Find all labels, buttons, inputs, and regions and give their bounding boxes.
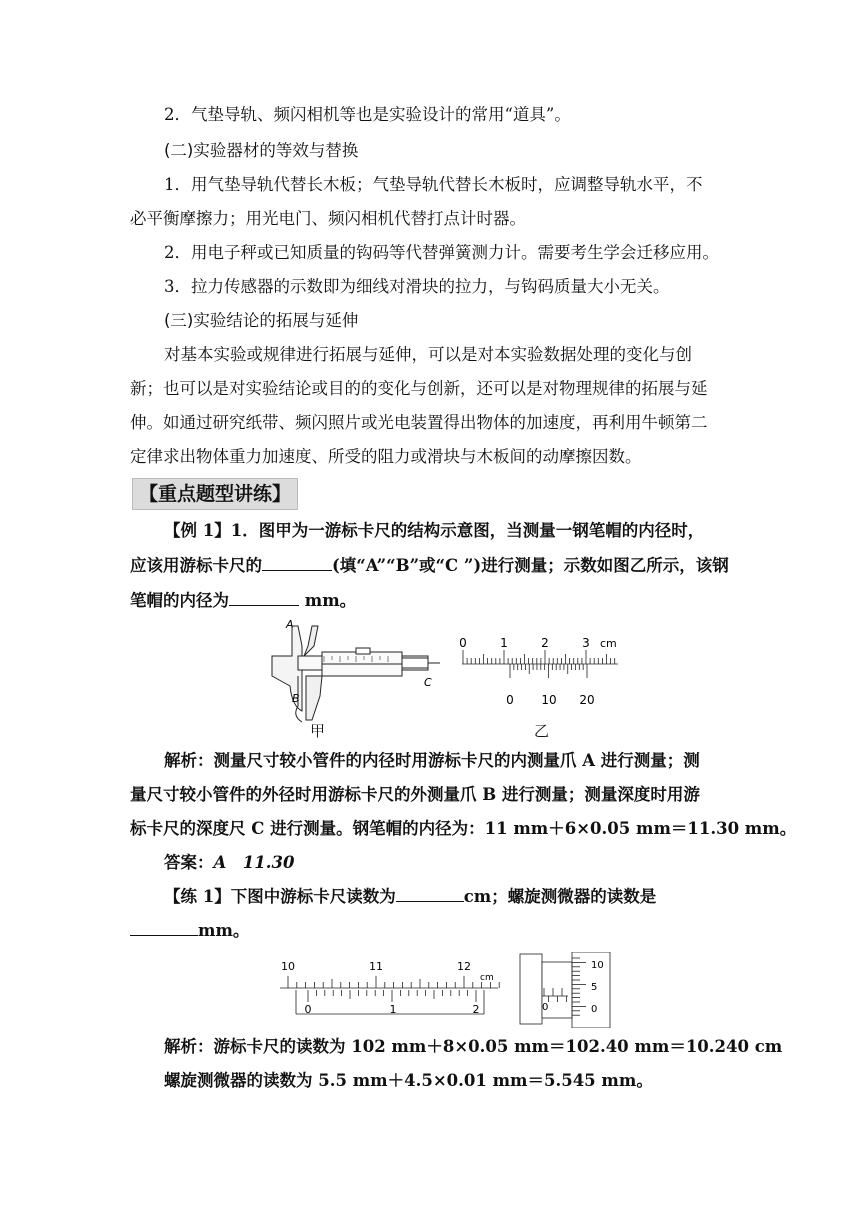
text-line: 对基本实验或规律进行拓展与延伸，可以是对本实验数据处理的变化与创: [164, 345, 692, 364]
question-text: cm；螺旋测微器的读数是: [463, 887, 657, 906]
answer-blank[interactable]: [396, 886, 464, 902]
vernier-label: 0: [304, 1003, 312, 1016]
section-heading: (三)实验结论的拓展与延伸: [164, 311, 359, 330]
text-line: 伸。如通过研究纸带、频闪照片或光电装置得出物体的加速度，再利用牛顿第二: [130, 413, 708, 432]
tick-label: 11: [369, 960, 383, 973]
answer-line: [164, 852, 730, 874]
figure-caption: 乙: [534, 722, 550, 740]
question-text: (填“A”“B”或“C ”)进行测量；示数如图乙所示，该钢: [332, 556, 729, 575]
question-text: 应该用游标卡尺的: [130, 556, 262, 575]
thimble-label: 5: [591, 982, 598, 993]
practice-question: [164, 886, 730, 908]
text-line: 定律求出物体重力加速度、所受的阻力或滑块与木板间的动摩擦因数。: [130, 447, 642, 466]
tick-label: 0: [459, 636, 467, 650]
text-line: 2．用电子秤或已知质量的钩码等代替弹簧测力计。需要考生学会迁移应用。: [164, 243, 719, 262]
solution-text: 解析：游标卡尺的读数为 102 mm＋8×0.05 mm＝102.40 mm＝10.240 cm: [164, 1037, 783, 1056]
example-question: [130, 590, 730, 612]
tick-label: 10: [281, 960, 295, 973]
solution-text: 螺旋测微器的读数为 5.5 mm＋4.5×0.01 mm＝5.545 mm。: [164, 1071, 653, 1090]
answer-blank[interactable]: [229, 590, 299, 606]
answer-blank[interactable]: [130, 920, 198, 936]
question-text: 笔帽的内径为: [130, 591, 229, 610]
answer-label: 答案：: [164, 853, 214, 872]
tick-label: 12: [457, 960, 471, 973]
vernier-label: 2: [472, 1003, 480, 1016]
solution-text: 解析：测量尺寸较小管件的内径时用游标卡尺的内测量爪 A 进行测量；测: [164, 751, 700, 770]
text-line: 必平衡摩擦力；用光电门、频闪相机代替打点计时器。: [130, 209, 526, 228]
question-text: mm。: [198, 921, 250, 940]
answer-blank[interactable]: [262, 555, 332, 571]
solution-text: 标卡尺的深度尺 C 进行测量。钢笔帽的内径为：11 mm＋6×0.05 mm＝11.30 mm。: [130, 819, 797, 838]
tick-label: 2: [541, 636, 549, 650]
vernier-reading: [459, 636, 618, 707]
tick-label: 1: [500, 636, 508, 650]
figure-2: [276, 952, 616, 1028]
solution-text: 量尺寸较小管件的外径时用游标卡尺的外测量爪 B 进行测量；测量深度时用游: [130, 785, 700, 804]
answer-value: A 11.30: [213, 853, 295, 872]
example-question: [130, 555, 730, 577]
section-heading: (二)实验器材的等效与替换: [164, 141, 359, 160]
tick-label: 3: [582, 636, 590, 650]
jaw-label-b: B: [292, 692, 300, 705]
vernier-label: 20: [579, 693, 595, 707]
unit-label: cm: [600, 637, 617, 650]
thimble-label: 10: [591, 960, 604, 971]
figure-caption: 甲: [310, 722, 326, 740]
vernier-label: 10: [541, 693, 557, 707]
vernier-label: 1: [389, 1003, 397, 1016]
text-line: 2．气垫导轨、频闪相机等也是实验设计的常用“道具”。: [164, 105, 571, 124]
vernier-label: 0: [506, 693, 514, 707]
practice-question: [130, 920, 730, 942]
caliper-diagram: [272, 626, 440, 722]
text-line: 1．用气垫导轨代替长木板；气垫导轨代替长木板时，应调整导轨水平，不: [164, 175, 703, 194]
section-badge: 【重点题型讲练】: [132, 478, 298, 510]
depth-label-c: C: [424, 676, 432, 689]
text-line: 新；也可以是对实验结论或目的的变化与创新，还可以是对物理规律的拓展与延: [130, 379, 708, 398]
unit-label: cm: [480, 973, 494, 983]
question-text: mm。: [299, 591, 357, 610]
example-question: 【例 1】1．图甲为一游标卡尺的结构示意图，当测量一钢笔帽的内径时，: [164, 521, 705, 540]
jaw-label-a: A: [286, 618, 294, 631]
figure-1: [262, 616, 628, 732]
question-text: 【练 1】下图中游标卡尺读数为: [164, 887, 396, 906]
text-line: 3．拉力传感器的示数即为细线对滑块的拉力，与钩码质量大小无关。: [164, 277, 670, 296]
sleeve-label: 0: [542, 1002, 549, 1013]
vernier-caliper-reading: [280, 960, 499, 1016]
thimble-label: 0: [591, 1004, 598, 1015]
